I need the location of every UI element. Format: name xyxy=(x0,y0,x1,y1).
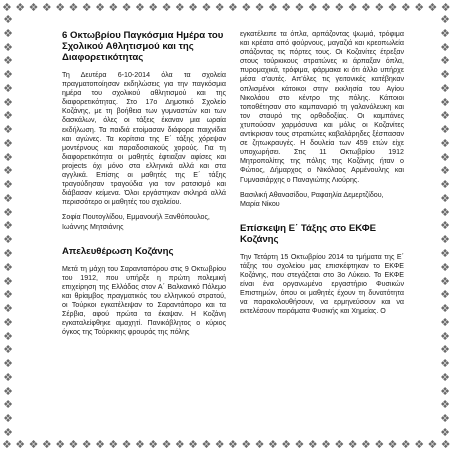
border-ornament-icon: ❖ xyxy=(3,150,13,164)
border-ornament-icon: ❖ xyxy=(214,438,225,451)
border-ornament-icon: ❖ xyxy=(3,205,13,219)
border-ornament-icon: ❖ xyxy=(3,233,13,247)
border-ornament-icon: ❖ xyxy=(440,150,450,164)
border-ornament-icon: ❖ xyxy=(387,438,398,451)
border-ornament-icon: ❖ xyxy=(440,54,450,68)
border-ornament-icon: ❖ xyxy=(440,233,450,247)
border-ornament-icon: ❖ xyxy=(254,1,265,14)
border-ornament-icon: ❖ xyxy=(201,1,212,14)
border-ornament-icon: ❖ xyxy=(281,438,292,451)
border-ornament-icon: ❖ xyxy=(3,288,13,302)
border-ornament-icon: ❖ xyxy=(3,14,13,26)
border-ornament-icon: ❖ xyxy=(188,1,199,14)
border-ornament-icon: ❖ xyxy=(3,274,13,288)
article-body: Την Τετάρτη 15 Οκτωβρίου 2014 τα τμήματα της Ε΄ τάξης του σχολείου μας επισκέφτηκαν το ΕΚΦΕ Κοζάνης, που στεγάζεται στο 3ο Λύκειο. Το ΕΚΦΕ είναι ένα οργανωμένο εργαστήριο Φυσικών Επιστημών, όπου οι μαθητές έχουν τη δυνατότητα να παρακολουθήσουν, να ερμηνεύσουν και να εκτελέσουν πειράματα Φυσικής και Χημείας. Ο xyxy=(240,252,404,316)
article-title: Απελευθέρωση Κοζάνης xyxy=(62,245,174,257)
border-ornament-icon: ❖ xyxy=(3,123,13,137)
border-ornament-icon: ❖ xyxy=(134,1,145,14)
border-ornament-icon: ❖ xyxy=(3,219,13,233)
border-ornament-icon: ❖ xyxy=(228,1,238,14)
border-ornament-icon: ❖ xyxy=(3,357,13,371)
border-ornament-icon: ❖ xyxy=(3,260,13,274)
border-ornament-icon: ❖ xyxy=(267,1,278,14)
border-ornament-icon: ❖ xyxy=(334,438,345,451)
border-ornament-icon: ❖ xyxy=(440,247,450,261)
article-body: Τη Δευτέρα 6-10-2014 όλα τα σχολεία πραγματοποίησαν εκδηλώσεις για την παγκόσμια ημέρα του σχολικού αθλητισμού και της διαφορετικότητας. Στο 17ο Δημοτικό Σχολείο Κοζάνης, με τη βοήθεια των γυμναστών και των δασκάλων, όλες οι τάξεις έκαναν μια ωραία εκδήλωση. Τα παιδιά ετοίμασαν διάφορα παιχνίδια και αγώνες. Τα κορίτσια της Ε΄ τάξης χόρεψαν μοντέρνους και παραδοσιακούς χορούς. Για τη διαφορετικότητα οι μαθητές έφτιαξαν αφίσες και projects όχι μόνο στα ελληνικά αλλά και στα αγγλικά. Επίσης οι μαθητές της Ε΄ τάξης τραγούδησαν τραγούδια για τον ρατσισμό και διάβασαν κείμενα. Όλοι εργάστηκαν σκληρά αλλά περισσότερο οι μαθητές του σχολείου. xyxy=(62,71,226,207)
border-ornament-icon: ❖ xyxy=(15,438,26,451)
border-ornament-icon: ❖ xyxy=(148,438,159,451)
border-ornament-icon: ❖ xyxy=(174,1,185,14)
border-ornament-icon: ❖ xyxy=(387,1,398,14)
border-ornament-icon: ❖ xyxy=(440,178,450,192)
border-ornament-icon: ❖ xyxy=(374,1,385,14)
border-ornament-icon: ❖ xyxy=(3,412,13,426)
border-ornament-icon: ❖ xyxy=(427,438,438,451)
border-ornament-icon: ❖ xyxy=(440,398,450,412)
border-ornament-icon: ❖ xyxy=(3,384,13,398)
border-ornament-icon: ❖ xyxy=(121,1,132,14)
article-authors: Σοφία Πουτογλίδου, Εμμανουήλ Ξανθόπουλος, Ιωάννης Μητσιάνης xyxy=(62,213,210,231)
border-ornament-icon: ❖ xyxy=(414,438,425,451)
border-ornament-icon: ❖ xyxy=(214,1,225,14)
article-authors: Βασιλική Αθανασίδου, Ραφαηλία Δεμερτζίδου, Μαρία Νίκου xyxy=(240,190,384,208)
article-title: Επίσκεψη Ε΄ Τάξης στο ΕΚΦΕ Κοζάνης xyxy=(240,222,376,245)
border-ornament-icon: ❖ xyxy=(188,438,199,451)
border-ornament-icon: ❖ xyxy=(321,1,331,14)
border-ornament-icon: ❖ xyxy=(440,315,450,329)
border-ornament-icon: ❖ xyxy=(440,123,450,137)
border-ornament-icon: ❖ xyxy=(334,1,345,14)
border-ornament-icon: ❖ xyxy=(440,357,450,371)
border-ornament-icon: ❖ xyxy=(95,438,105,451)
article-sports-day xyxy=(62,30,226,232)
border-ornament-icon: ❖ xyxy=(108,1,119,14)
border-ornament-icon: ❖ xyxy=(440,205,450,219)
border-ornament-icon: ❖ xyxy=(440,274,450,288)
border-ornament-icon: ❖ xyxy=(41,438,52,451)
border-ornament-icon: ❖ xyxy=(81,438,92,451)
border-right xyxy=(438,14,452,439)
border-ornament-icon: ❖ xyxy=(161,438,172,451)
right-column xyxy=(240,30,404,438)
border-ornament-icon: ❖ xyxy=(440,370,450,384)
newsletter-page xyxy=(62,30,404,438)
border-ornament-icon: ❖ xyxy=(281,1,292,14)
border-ornament-icon: ❖ xyxy=(68,438,79,451)
border-ornament-icon: ❖ xyxy=(440,288,450,302)
border-ornament-icon: ❖ xyxy=(41,1,52,14)
border-ornament-icon: ❖ xyxy=(3,95,13,109)
border-bottom xyxy=(0,438,453,452)
border-ornament-icon: ❖ xyxy=(440,81,450,95)
article-body: Μετά τη μάχη του Σαρανταπόρου στις 9 Οκτωβρίου του 1912, που υπήρξε η πρώτη πολεμική επιχείρηση της Ελλάδας στον Α΄ Βαλκανικό Πόλεμο και θρίαμβος πραγματικός του ελληνικού στρατού, οι Τούρκοι εγκατέλειψαν το Σαραντάπορο και τα Σέρβια, αφού πρώτα τα έκαψαν. Η Κοζάνη εγκαταλείφθηκε αμαχητί. Πανικόβλητος ο κύριος όγκος της Τούρκικης φρουράς της πόλης xyxy=(62,264,226,337)
border-ornament-icon: ❖ xyxy=(361,1,371,14)
border-ornament-icon: ❖ xyxy=(414,1,425,14)
border-ornament-icon: ❖ xyxy=(440,302,450,316)
border-ornament-icon: ❖ xyxy=(440,329,450,343)
article-liberation xyxy=(62,246,226,338)
border-ornament-icon: ❖ xyxy=(440,26,450,40)
border-ornament-icon: ❖ xyxy=(3,26,13,40)
border-ornament-icon: ❖ xyxy=(3,315,13,329)
border-ornament-icon: ❖ xyxy=(440,95,450,109)
border-ornament-icon: ❖ xyxy=(374,438,385,451)
border-ornament-icon: ❖ xyxy=(440,40,450,54)
border-ornament-icon: ❖ xyxy=(440,164,450,178)
border-ornament-icon: ❖ xyxy=(294,1,305,14)
border-ornament-icon: ❖ xyxy=(3,178,13,192)
border-ornament-icon: ❖ xyxy=(440,438,451,451)
border-ornament-icon: ❖ xyxy=(121,438,132,451)
border-ornament-icon: ❖ xyxy=(307,438,318,451)
border-ornament-icon: ❖ xyxy=(440,219,450,233)
border-ornament-icon: ❖ xyxy=(95,1,105,14)
border-ornament-icon: ❖ xyxy=(361,438,371,451)
border-ornament-icon: ❖ xyxy=(2,438,12,451)
border-ornament-icon: ❖ xyxy=(254,438,265,451)
border-ornament-icon: ❖ xyxy=(28,1,39,14)
border-ornament-icon: ❖ xyxy=(55,1,66,14)
border-ornament-icon: ❖ xyxy=(440,109,450,123)
border-ornament-icon: ❖ xyxy=(294,438,305,451)
border-top xyxy=(0,1,453,15)
border-ornament-icon: ❖ xyxy=(2,1,12,14)
border-ornament-icon: ❖ xyxy=(161,1,172,14)
border-ornament-icon: ❖ xyxy=(3,302,13,316)
border-ornament-icon: ❖ xyxy=(174,438,185,451)
border-ornament-icon: ❖ xyxy=(241,1,252,14)
border-ornament-icon: ❖ xyxy=(440,191,450,205)
border-ornament-icon: ❖ xyxy=(400,438,411,451)
border-ornament-icon: ❖ xyxy=(134,438,145,451)
border-ornament-icon: ❖ xyxy=(241,438,252,451)
border-ornament-icon: ❖ xyxy=(3,136,13,150)
border-left xyxy=(1,14,15,439)
border-ornament-icon: ❖ xyxy=(321,438,331,451)
border-ornament-icon: ❖ xyxy=(440,425,450,439)
border-ornament-icon: ❖ xyxy=(108,438,119,451)
article-liberation-continued xyxy=(240,30,404,209)
border-ornament-icon: ❖ xyxy=(3,370,13,384)
article-title: 6 Οκτωβρίου Παγκόσμια Ημέρα του Σχολικού Αθλητισμού και της Διαφορετικότητας xyxy=(62,30,224,63)
article-ekfe-visit xyxy=(240,223,404,317)
border-ornament-icon: ❖ xyxy=(228,438,238,451)
border-ornament-icon: ❖ xyxy=(3,68,13,82)
border-ornament-icon: ❖ xyxy=(3,164,13,178)
border-ornament-icon: ❖ xyxy=(307,1,318,14)
left-column xyxy=(62,30,226,438)
border-ornament-icon: ❖ xyxy=(3,247,13,261)
border-ornament-icon: ❖ xyxy=(3,343,13,357)
border-ornament-icon: ❖ xyxy=(3,40,13,54)
border-ornament-icon: ❖ xyxy=(81,1,92,14)
border-ornament-icon: ❖ xyxy=(148,1,159,14)
border-ornament-icon: ❖ xyxy=(347,1,358,14)
border-ornament-icon: ❖ xyxy=(427,1,438,14)
border-ornament-icon: ❖ xyxy=(55,438,66,451)
border-ornament-icon: ❖ xyxy=(440,384,450,398)
border-ornament-icon: ❖ xyxy=(3,81,13,95)
border-ornament-icon: ❖ xyxy=(3,398,13,412)
border-ornament-icon: ❖ xyxy=(3,54,13,68)
border-ornament-icon: ❖ xyxy=(3,109,13,123)
border-ornament-icon: ❖ xyxy=(347,438,358,451)
border-ornament-icon: ❖ xyxy=(3,329,13,343)
border-ornament-icon: ❖ xyxy=(3,425,13,439)
border-ornament-icon: ❖ xyxy=(15,1,26,14)
border-ornament-icon: ❖ xyxy=(440,260,450,274)
border-ornament-icon: ❖ xyxy=(201,438,212,451)
border-ornament-icon: ❖ xyxy=(68,1,79,14)
border-ornament-icon: ❖ xyxy=(440,14,450,26)
border-ornament-icon: ❖ xyxy=(28,438,39,451)
border-ornament-icon: ❖ xyxy=(440,68,450,82)
article-body: εγκατέλειπε τα όπλα, αρπάζοντας ψωμιά, τρόφιμα και κρέατα από φούρνους, μαγαζιά και κρεοπωλεία σπάζοντας τις πόρτες τους. Οι Κοζανίτες έτρεξαν στους τούρκικους στρατώνες κι άρπαξαν όπλα, πυρομαχικά, τρόφιμα, φάρμακα κι ότι άλλο υπήρχε μέσα σ'αυτές. Απ'όλες τις γειτονικές κατέβηκαν οπλισμένοι κάτοικοι στην εκκλησία του Αγίου Νικολάου στο κέντρο της πόλης. Κάποιοι τοποθέτησαν στο καμπαναριό τη γαλανόλευκη και τον σταυρό της ορθοδοξίας. Οι καμπάνες χτυπούσαν χαρμόσυνα και μόλις οι Κοζανίτες αντίκρισαν τους στρατιώτες καβαλάρηδες ξέσπασαν σε ζητωκραυγές. Η δουλεία των 459 ετών είχε υποχωρήσει. Στις 11 Οκτωβρίου 1912 Μητροπολίτης της πόλης της Κοζάνης ήταν ο Φώτιος, Δήμαρχος ο Νικόλαος Αρμένουλης και Γυμνασιάρχης ο Παναγιώτης Λιούρης. xyxy=(240,30,404,184)
border-ornament-icon: ❖ xyxy=(400,1,411,14)
border-ornament-icon: ❖ xyxy=(3,191,13,205)
border-ornament-icon: ❖ xyxy=(440,343,450,357)
border-ornament-icon: ❖ xyxy=(440,136,450,150)
border-ornament-icon: ❖ xyxy=(440,412,450,426)
border-ornament-icon: ❖ xyxy=(440,1,451,14)
border-ornament-icon: ❖ xyxy=(267,438,278,451)
